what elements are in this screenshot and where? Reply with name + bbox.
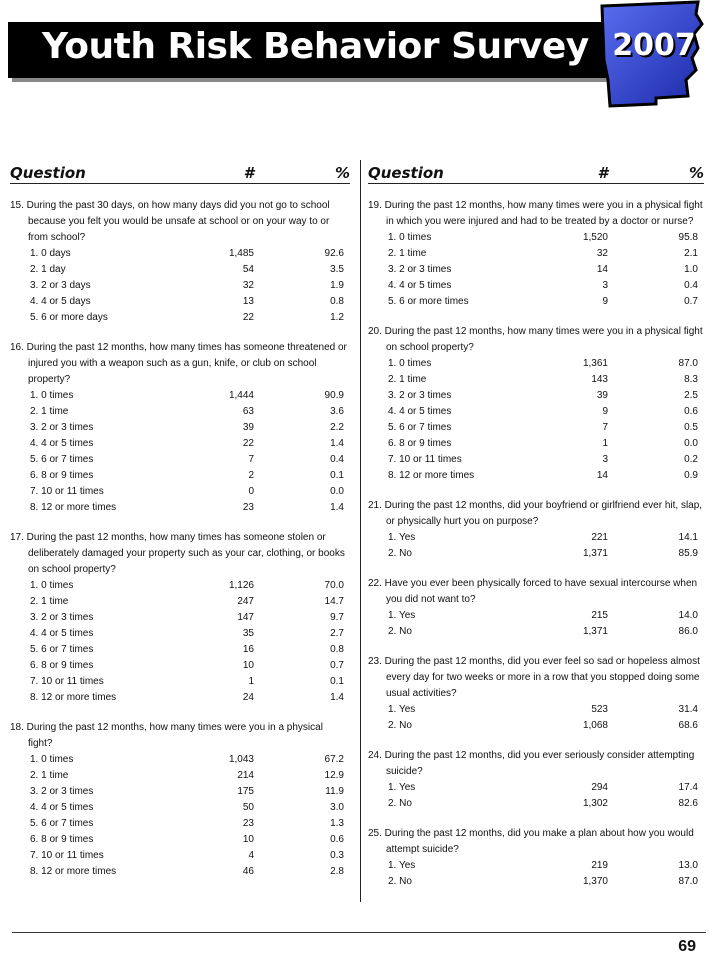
answer-percent: 1.3: [330, 818, 344, 829]
answer-row: [368, 436, 704, 452]
answer-percent: 1.2: [330, 312, 344, 323]
answer-label: 5. 6 or more times: [388, 296, 469, 307]
answer-label: 1. 0 times: [30, 754, 74, 765]
question-block: [368, 498, 704, 562]
answer-percent: 2.7: [330, 628, 344, 639]
answer-row: [368, 780, 704, 796]
answer-label: 2. No: [388, 548, 412, 559]
answer-row: [368, 278, 704, 294]
title-banner: [8, 22, 608, 78]
answer-count: 14: [596, 470, 608, 481]
left-column-header: [10, 162, 350, 184]
answer-count: 24: [242, 692, 254, 703]
answer-count: 46: [242, 866, 254, 877]
column-divider: [360, 160, 361, 902]
answer-label: 2. 1 day: [30, 264, 66, 275]
answer-label: 4. 4 or 5 times: [30, 802, 94, 813]
answer-row: [368, 388, 704, 404]
question-block: [368, 826, 704, 890]
answer-label: 1. Yes: [388, 610, 416, 621]
answer-row: [368, 874, 704, 890]
answer-percent: 11.9: [325, 786, 344, 797]
answer-row: [10, 800, 350, 816]
answer-count: 16: [242, 644, 254, 655]
answer-row: [10, 436, 350, 452]
answer-label: 5. 6 or 7 times: [30, 818, 94, 829]
answer-percent: 1.4: [330, 692, 344, 703]
answer-row: [10, 610, 350, 626]
answer-count: 1,371: [582, 626, 608, 637]
answer-label: 1. Yes: [388, 704, 416, 715]
answer-label: 5. 6 or 7 times: [388, 422, 452, 433]
question-block: [10, 340, 350, 516]
question-block: [10, 198, 350, 326]
answer-row: [10, 848, 350, 864]
right-column-header: [368, 162, 704, 184]
survey-year: 2007: [612, 28, 696, 63]
answer-row: [10, 674, 350, 690]
answer-label: 3. 2 or 3 days: [30, 280, 91, 291]
answer-count: 7: [248, 454, 254, 465]
answer-count: 1,068: [582, 720, 608, 731]
answer-percent: 3.5: [330, 264, 344, 275]
question-text: 25. During the past 12 months, did you make a plan about how you would attempt suicide?: [368, 828, 694, 855]
answer-row: [10, 578, 350, 594]
answer-label: 2. 1 time: [388, 374, 427, 385]
page-title: Youth Risk Behavior Survey: [42, 26, 589, 67]
answer-percent: 3.6: [330, 406, 344, 417]
answer-count: 247: [237, 596, 254, 607]
answer-label: 1. Yes: [388, 782, 416, 793]
answer-percent: 92.6: [324, 248, 344, 259]
answer-percent: 0.7: [330, 660, 344, 671]
answer-percent: 31.4: [678, 704, 698, 715]
answer-percent: 90.9: [324, 390, 344, 401]
answer-count: 35: [242, 628, 254, 639]
answer-percent: 14.0: [678, 610, 698, 621]
answer-percent: 0.4: [330, 454, 344, 465]
answer-row: [10, 816, 350, 832]
answer-row: [10, 642, 350, 658]
answer-percent: 68.6: [678, 720, 698, 731]
answer-label: 4. 4 or 5 times: [388, 280, 452, 291]
right-column: [368, 162, 704, 890]
left-question-list: [10, 198, 350, 880]
answer-label: 8. 12 or more times: [30, 692, 117, 703]
answer-percent: 14.7: [324, 596, 344, 607]
answer-count: 2: [248, 470, 254, 481]
number-header: #: [243, 164, 254, 182]
answer-percent: 0.8: [330, 296, 344, 307]
left-column: [10, 162, 350, 880]
answer-row: [368, 624, 704, 640]
answer-label: 5. 6 or 7 times: [30, 644, 94, 655]
answer-count: 32: [596, 248, 608, 259]
answer-label: 2. No: [388, 626, 412, 637]
answer-count: 523: [591, 704, 608, 715]
answer-percent: 1.9: [330, 280, 344, 291]
answer-percent: 70.0: [324, 580, 344, 591]
answer-percent: 0.0: [330, 486, 344, 497]
answer-count: 1: [602, 438, 608, 449]
answer-percent: 8.3: [684, 374, 698, 385]
answer-count: 1,361: [582, 358, 608, 369]
answer-label: 2. 1 time: [30, 596, 69, 607]
answer-row: [10, 832, 350, 848]
question-text: 22. Have you ever been physically forced to have sexual intercourse when you did not want to?: [368, 578, 698, 605]
question-text: 21. During the past 12 months, did your boyfriend or girlfriend ever hit, slap, or physically hurt you on purpose?: [368, 500, 703, 527]
answer-row: [10, 752, 350, 768]
answer-count: 22: [242, 438, 254, 449]
answer-count: 3: [602, 454, 608, 465]
answer-percent: 2.8: [330, 866, 344, 877]
question-text: 23. During the past 12 months, did you ever feel so sad or hopeless almost every day for two weeks or more in a row that you stopped doing some usual activities?: [368, 656, 700, 699]
answer-count: 10: [242, 834, 254, 845]
answer-count: 1,444: [228, 390, 254, 401]
answer-row: [10, 864, 350, 880]
question-text: 16. During the past 12 months, how many times has someone threatened or injured you with a weapon such as a gun, knife, or club on school property?: [10, 342, 347, 385]
answer-percent: 86.0: [678, 626, 698, 637]
question-header: Question: [10, 164, 86, 182]
answer-count: 39: [596, 390, 608, 401]
answer-label: 5. 6 or 7 times: [30, 454, 94, 465]
answer-label: 7. 10 or 11 times: [30, 486, 104, 497]
answer-label: 6. 8 or 9 times: [30, 660, 94, 671]
answer-count: 9: [602, 296, 608, 307]
answer-label: 2. 1 time: [388, 248, 427, 259]
answer-count: 1,043: [228, 754, 254, 765]
answer-percent: 13.0: [678, 860, 698, 871]
number-header: #: [597, 164, 608, 182]
answer-percent: 17.4: [678, 782, 698, 793]
question-text: 20. During the past 12 months, how many times were you in a physical fight on school property?: [368, 326, 703, 353]
answer-row: [10, 784, 350, 800]
answer-row: [10, 420, 350, 436]
answer-row: [368, 796, 704, 812]
answer-percent: 1.4: [330, 438, 344, 449]
answer-label: 1. 0 times: [388, 232, 432, 243]
answer-label: 8. 12 or more times: [388, 470, 475, 481]
answer-percent: 14.1: [678, 532, 698, 543]
answer-percent: 0.8: [330, 644, 344, 655]
answer-count: 1,520: [582, 232, 608, 243]
answer-count: 3: [602, 280, 608, 291]
answer-count: 14: [596, 264, 608, 275]
question-block: [10, 720, 350, 880]
answer-label: 4. 4 or 5 times: [30, 628, 94, 639]
answer-row: [368, 702, 704, 718]
answer-count: 32: [242, 280, 254, 291]
answer-row: [10, 452, 350, 468]
question-text: 19. During the past 12 months, how many times were you in a physical fight in which you were injured and had to be treated by a doctor or nurse?: [368, 200, 703, 227]
answer-label: 3. 2 or 3 times: [388, 264, 452, 275]
answer-count: 4: [248, 850, 254, 861]
answer-count: 1,302: [582, 798, 608, 809]
answer-count: 215: [591, 610, 608, 621]
answer-label: 3. 2 or 3 times: [30, 786, 94, 797]
answer-count: 1,485: [228, 248, 254, 259]
answer-row: [368, 230, 704, 246]
answer-percent: 95.8: [678, 232, 698, 243]
answer-row: [10, 388, 350, 404]
answer-count: 7: [602, 422, 608, 433]
answer-label: 2. No: [388, 798, 412, 809]
answer-row: [10, 404, 350, 420]
answer-percent: 0.5: [684, 422, 698, 433]
answer-row: [10, 658, 350, 674]
answer-label: 1. Yes: [388, 860, 416, 871]
answer-label: 2. No: [388, 876, 412, 887]
question-block: [368, 324, 704, 484]
answer-row: [368, 294, 704, 310]
answer-percent: 0.6: [684, 406, 698, 417]
answer-count: 214: [237, 770, 254, 781]
answer-label: 1. 0 days: [30, 248, 71, 259]
answer-row: [10, 468, 350, 484]
answer-count: 50: [242, 802, 254, 813]
answer-label: 6. 8 or 9 times: [30, 470, 94, 481]
answer-count: 143: [591, 374, 608, 385]
answer-row: [368, 246, 704, 262]
answer-label: 5. 6 or more days: [30, 312, 108, 323]
answer-label: 8. 12 or more times: [30, 866, 117, 877]
footer-rule: [12, 932, 706, 933]
answer-label: 1. Yes: [388, 532, 416, 543]
answer-row: [10, 246, 350, 262]
answer-percent: 87.0: [678, 876, 698, 887]
answer-label: 7. 10 or 11 times: [30, 676, 104, 687]
answer-row: [368, 608, 704, 624]
answer-percent: 12.9: [324, 770, 344, 781]
answer-percent: 82.6: [678, 798, 698, 809]
percent-header: %: [334, 164, 350, 182]
answer-label: 8. 12 or more times: [30, 502, 117, 513]
question-header: Question: [368, 164, 444, 182]
answer-percent: 1.0: [684, 264, 698, 275]
answer-percent: 9.7: [330, 612, 344, 623]
question-text: 18. During the past 12 months, how many times were you in a physical fight?: [10, 722, 323, 749]
question-block: [368, 576, 704, 640]
answer-row: [368, 372, 704, 388]
answer-percent: 1.4: [330, 502, 344, 513]
answer-label: 4. 4 or 5 days: [30, 296, 91, 307]
answer-percent: 0.2: [684, 454, 698, 465]
answer-row: [368, 718, 704, 734]
answer-count: 23: [242, 502, 254, 513]
answer-percent: 0.9: [684, 470, 698, 481]
question-block: [368, 654, 704, 734]
answer-count: 39: [242, 422, 254, 433]
answer-percent: 0.4: [684, 280, 698, 291]
answer-label: 1. 0 times: [30, 580, 74, 591]
answer-count: 294: [591, 782, 608, 793]
answer-label: 1. 0 times: [388, 358, 432, 369]
answer-row: [10, 594, 350, 610]
answer-percent: 0.7: [684, 296, 698, 307]
answer-row: [10, 310, 350, 326]
answer-label: 7. 10 or 11 times: [388, 454, 462, 465]
answer-count: 10: [242, 660, 254, 671]
answer-row: [368, 858, 704, 874]
answer-count: 1: [248, 676, 254, 687]
answer-row: [368, 452, 704, 468]
answer-row: [368, 420, 704, 436]
answer-percent: 2.1: [684, 248, 698, 259]
answer-row: [368, 262, 704, 278]
answer-count: 9: [602, 406, 608, 417]
answer-row: [368, 404, 704, 420]
answer-percent: 0.1: [330, 676, 344, 687]
answer-label: 4. 4 or 5 times: [388, 406, 452, 417]
question-text: 17. During the past 12 months, how many times has someone stolen or deliberately damaged your property such as your car, clothing, or books on school property?: [10, 532, 345, 575]
answer-percent: 2.2: [330, 422, 344, 433]
answer-percent: 85.9: [678, 548, 698, 559]
answer-label: 6. 8 or 9 times: [388, 438, 452, 449]
answer-row: [368, 530, 704, 546]
answer-label: 2. No: [388, 720, 412, 731]
answer-row: [10, 500, 350, 516]
answer-count: 63: [242, 406, 254, 417]
answer-count: 221: [591, 532, 608, 543]
answer-row: [10, 484, 350, 500]
question-text: 15. During the past 30 days, on how many days did you not go to school because you felt you would be unsafe at school or on your way to or from school?: [10, 200, 330, 243]
answer-count: 175: [237, 786, 254, 797]
percent-header: %: [688, 164, 704, 182]
answer-percent: 87.0: [678, 358, 698, 369]
answer-percent: 0.1: [330, 470, 344, 481]
answer-row: [368, 356, 704, 372]
answer-count: 23: [242, 818, 254, 829]
answer-count: 0: [248, 486, 254, 497]
answer-row: [10, 294, 350, 310]
answer-row: [10, 690, 350, 706]
answer-row: [10, 768, 350, 784]
answer-label: 6. 8 or 9 times: [30, 834, 94, 845]
answer-percent: 0.0: [684, 438, 698, 449]
answer-count: 22: [242, 312, 254, 323]
answer-label: 4. 4 or 5 times: [30, 438, 94, 449]
answer-percent: 67.2: [324, 754, 344, 765]
answer-label: 3. 2 or 3 times: [30, 422, 94, 433]
answer-row: [368, 546, 704, 562]
answer-label: 3. 2 or 3 times: [30, 612, 94, 623]
answer-label: 2. 1 time: [30, 406, 69, 417]
answer-label: 7. 10 or 11 times: [30, 850, 104, 861]
answer-count: 147: [237, 612, 254, 623]
answer-count: 1,126: [228, 580, 254, 591]
answer-row: [368, 468, 704, 484]
answer-row: [10, 278, 350, 294]
answer-count: 1,371: [582, 548, 608, 559]
answer-label: 2. 1 time: [30, 770, 69, 781]
right-question-list: [368, 198, 704, 890]
answer-count: 13: [242, 296, 254, 307]
answer-row: [10, 262, 350, 278]
answer-count: 54: [242, 264, 254, 275]
answer-percent: 3.0: [330, 802, 344, 813]
page-number: 69: [678, 938, 696, 955]
answer-label: 1. 0 times: [30, 390, 74, 401]
answer-percent: 0.3: [330, 850, 344, 861]
answer-percent: 2.5: [684, 390, 698, 401]
answer-row: [10, 626, 350, 642]
answer-percent: 0.6: [330, 834, 344, 845]
answer-label: 3. 2 or 3 times: [388, 390, 452, 401]
question-text: 24. During the past 12 months, did you ever seriously consider attempting suicide?: [368, 750, 695, 777]
answer-count: 1,370: [582, 876, 608, 887]
question-block: [368, 198, 704, 310]
question-block: [10, 530, 350, 706]
question-block: [368, 748, 704, 812]
answer-count: 219: [591, 860, 608, 871]
